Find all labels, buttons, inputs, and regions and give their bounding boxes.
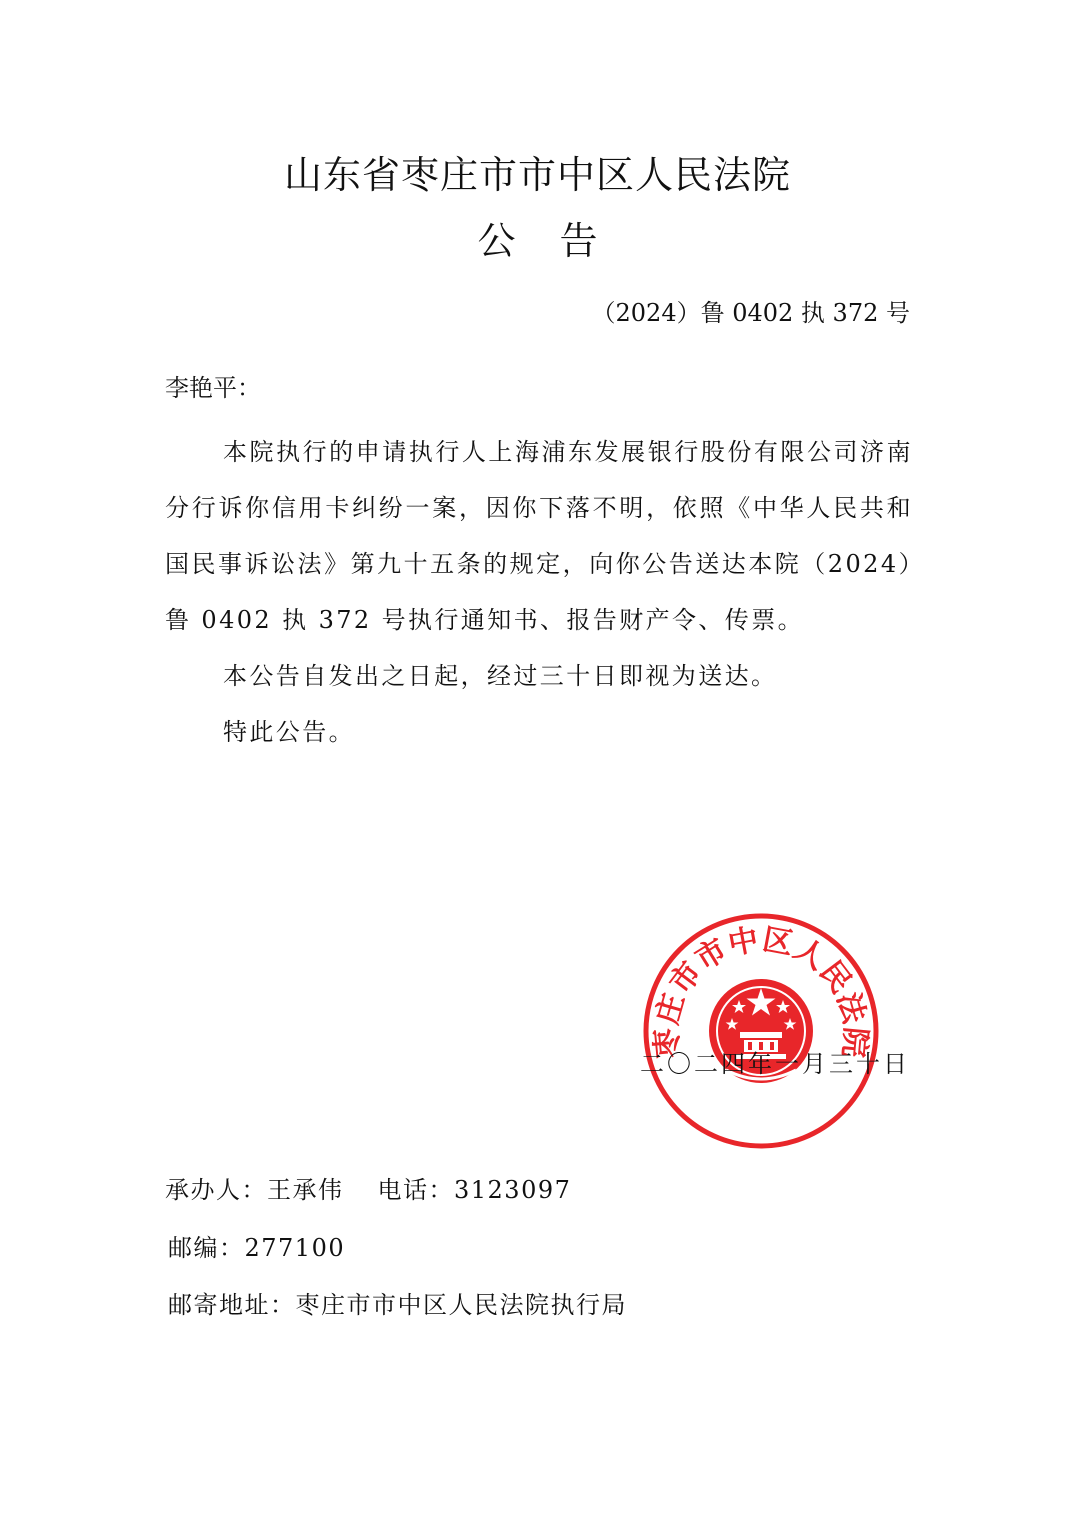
court-name-title: 山东省枣庄市市中区人民法院: [283, 153, 791, 197]
mailing-address-line: [168, 1285, 627, 1325]
document-type-title: 公告: [477, 219, 642, 263]
notice-paragraph: 本院执行的申请执行人上海浦东发展银行股份有限公司济南分行诉你信用卡纠纷一案，因你下落不明，依照《中华人民共和国民事诉讼法》第九十五条的规定，向你公告送达本院（2024）鲁 0402 执 372 号执行通知书、报告财产令、传票。: [165, 438, 913, 634]
addressee: 李艳平：: [165, 374, 261, 402]
seal-text: 枣庄市市中区人民法院: [649, 922, 873, 1060]
case-number: （2024）鲁 0402 执 372 号: [591, 299, 910, 327]
postcode-line: [168, 1228, 345, 1268]
address-value: 枣庄市市中区人民法院执行局: [295, 1291, 627, 1319]
phone-label: 电话：: [377, 1176, 454, 1204]
issue-date: 二〇二四年一月三十日: [640, 1050, 910, 1078]
phone-number: 3123097: [454, 1176, 572, 1204]
postcode-label: 邮编：: [168, 1234, 245, 1262]
notice-paragraph: 特此公告。: [223, 718, 355, 746]
address-label: 邮寄地址：: [168, 1291, 296, 1319]
postcode-value: 277100: [244, 1234, 346, 1262]
handler-line: [165, 1170, 571, 1210]
handler-label: 承办人：: [165, 1176, 267, 1204]
notice-body: [165, 424, 913, 760]
notice-paragraph: 本公告自发出之日起，经过三十日即视为送达。: [223, 662, 778, 690]
handler-name: 王承伟: [267, 1176, 344, 1204]
court-seal: [640, 910, 882, 1152]
